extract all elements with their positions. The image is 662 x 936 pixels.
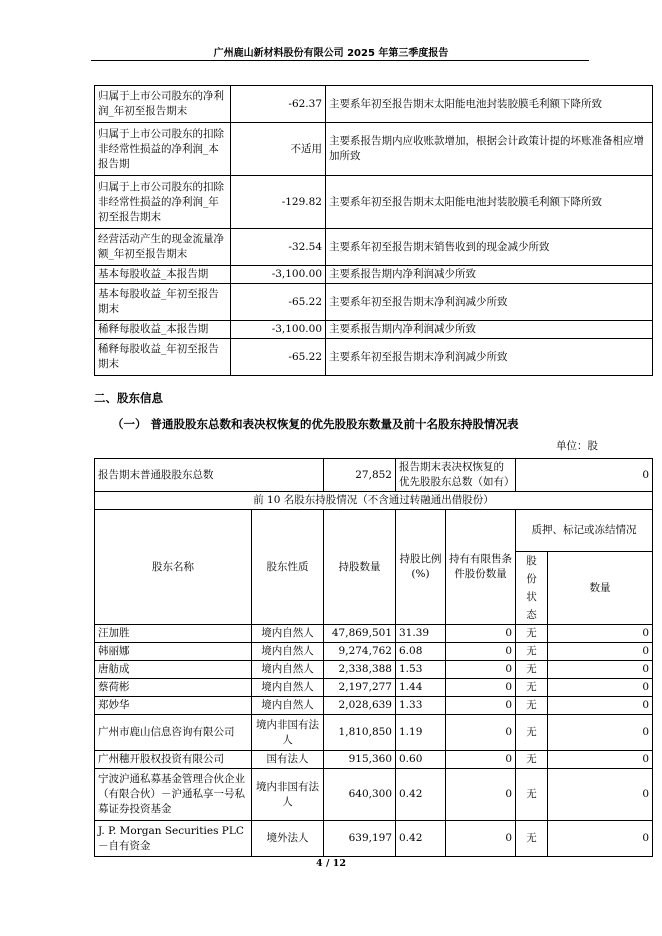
holder-restricted: 0 [446, 715, 516, 751]
reason-row [95, 321, 653, 339]
reason-item: 稀释每股收益_年初至报告期末 [95, 339, 231, 376]
holder-name: 汪加胜 [95, 625, 252, 643]
pref-holders-label: 报告期末表决权恢复的优先股股东总数（如有） [396, 459, 516, 492]
page-number: 4 / 12 [316, 858, 346, 869]
shareholder-row [95, 821, 653, 857]
holder-ratio: 1.44 [396, 679, 446, 697]
holder-name: J. P. Morgan Securities PLC－自有资金 [95, 821, 252, 857]
holder-name: 蔡荷彬 [95, 679, 252, 697]
shareholder-row [95, 661, 653, 679]
shareholder-row [95, 697, 653, 715]
reason-row [95, 339, 653, 376]
reason-value: -129.82 [231, 176, 326, 229]
holder-qty: 0 [548, 751, 653, 769]
holder-nature: 境内自然人 [252, 679, 324, 697]
section-title: 二、股东信息 [94, 391, 163, 405]
holder-name: 韩丽娜 [95, 643, 252, 661]
holder-status: 无 [516, 697, 548, 715]
shareholder-row [95, 625, 653, 643]
holder-qty: 0 [548, 643, 653, 661]
holder-qty: 0 [548, 679, 653, 697]
holder-restricted: 0 [446, 643, 516, 661]
holder-status: 无 [516, 679, 548, 697]
reason-value: -65.22 [231, 284, 326, 321]
reason-value: -3,100.00 [231, 266, 326, 284]
col-nature-header: 股东性质 [252, 510, 324, 625]
holder-status: 无 [516, 769, 548, 821]
column-header-row [95, 510, 653, 552]
col-status-header: 股份状态 [516, 552, 548, 625]
change-reasons-table [94, 85, 653, 376]
holder-shares: 2,028,639 [324, 697, 396, 715]
reason-item: 归属于上市公司股东的净利润_年初至报告期末 [95, 86, 231, 123]
col-qty-header: 数量 [548, 552, 653, 625]
col-pledge-header: 质押、标记或冻结情况 [516, 510, 653, 552]
holder-ratio: 0.60 [396, 751, 446, 769]
holder-name: 宁波沪通私募基金管理合伙企业（有限合伙）－沪通私享一号私募证券投资基金 [95, 769, 252, 821]
holder-ratio: 1.33 [396, 697, 446, 715]
holder-shares: 915,360 [324, 751, 396, 769]
holder-nature: 境外法人 [252, 821, 324, 857]
total-holders-value: 27,852 [324, 459, 396, 492]
reason-text: 主要系报告期内应收账款增加，根据会计政策计提的坏账准备相应增加所致 [326, 123, 653, 176]
reason-item: 归属于上市公司股东的扣除非经常性损益的净利润_本报告期 [95, 123, 231, 176]
holder-shares: 2,197,277 [324, 679, 396, 697]
holder-nature: 境内自然人 [252, 697, 324, 715]
reason-text: 主要系年初至报告期末太阳能电池封装胶膜毛利额下降所致 [326, 176, 653, 229]
holder-status: 无 [516, 715, 548, 751]
holder-restricted: 0 [446, 625, 516, 643]
reason-value: -62.37 [231, 86, 326, 123]
holder-qty: 0 [548, 715, 653, 751]
holder-shares: 640,300 [324, 769, 396, 821]
holder-name: 广州穗开股权投资有限公司 [95, 751, 252, 769]
holder-qty: 0 [548, 697, 653, 715]
holder-nature: 境内非国有法人 [252, 769, 324, 821]
col-ratio-header: 持股比例(%) [396, 510, 446, 625]
reason-row [95, 266, 653, 284]
top10-title: 前 10 名股东持股情况（不含通过转融通出借股份） [95, 492, 653, 510]
reason-item: 基本每股收益_年初至报告期末 [95, 284, 231, 321]
shareholder-row [95, 751, 653, 769]
reason-text: 主要系报告期内净利润减少所致 [326, 321, 653, 339]
shareholder-row [95, 643, 653, 661]
holder-status: 无 [516, 751, 548, 769]
reason-row [95, 229, 653, 266]
holder-shares: 9,274,762 [324, 643, 396, 661]
holder-shares: 2,338,388 [324, 661, 396, 679]
holder-status: 无 [516, 643, 548, 661]
reason-item: 基本每股收益_本报告期 [95, 266, 231, 284]
col-restricted-header: 持有有限售条件股份数量 [446, 510, 516, 625]
col-name-header: 股东名称 [95, 510, 252, 625]
reason-text: 主要系报告期内净利润减少所致 [326, 266, 653, 284]
reason-item: 归属于上市公司股东的扣除非经常性损益的净利润_年初至报告期末 [95, 176, 231, 229]
holder-ratio: 0.42 [396, 769, 446, 821]
holder-nature: 境内自然人 [252, 661, 324, 679]
holder-restricted: 0 [446, 679, 516, 697]
shareholder-row [95, 715, 653, 751]
holder-status: 无 [516, 625, 548, 643]
holder-qty: 0 [548, 821, 653, 857]
holder-restricted: 0 [446, 697, 516, 715]
holder-restricted: 0 [446, 821, 516, 857]
reason-text: 主要系年初至报告期末净利润减少所致 [326, 284, 653, 321]
holder-shares: 47,869,501 [324, 625, 396, 643]
holder-nature: 境内非国有法人 [252, 715, 324, 751]
total-holders-row [95, 459, 653, 492]
page-header-title: 广州鹿山新材料股份有限公司 2025 年第三季度报告 [213, 48, 449, 59]
holder-nature: 境内自然人 [252, 625, 324, 643]
reason-row [95, 123, 653, 176]
holder-qty: 0 [548, 769, 653, 821]
holder-nature: 境内自然人 [252, 643, 324, 661]
shareholders-table [94, 458, 653, 857]
unit-label: 单位：股 [556, 440, 598, 452]
total-holders-label: 报告期末普通股股东总数 [95, 459, 324, 492]
section-subtitle: （一） 普通股股东总数和表决权恢复的优先股股东数量及前十名股东持股情况表 [112, 417, 519, 431]
reason-item: 经营活动产生的现金流量净额_年初至报告期末 [95, 229, 231, 266]
reason-text: 主要系年初至报告期末净利润减少所致 [326, 339, 653, 376]
holder-restricted: 0 [446, 769, 516, 821]
holder-status: 无 [516, 661, 548, 679]
reason-text: 主要系年初至报告期末销售收到的现金减少所致 [326, 229, 653, 266]
holder-ratio: 6.08 [396, 643, 446, 661]
reason-item: 稀释每股收益_本报告期 [95, 321, 231, 339]
holder-ratio: 1.19 [396, 715, 446, 751]
reason-value: 不适用 [231, 123, 326, 176]
reason-value: -32.54 [231, 229, 326, 266]
reason-value: -3,100.00 [231, 321, 326, 339]
col-shares-header: 持股数量 [324, 510, 396, 625]
holder-nature: 国有法人 [252, 751, 324, 769]
header-divider [91, 60, 589, 61]
holder-name: 广州市鹿山信息咨询有限公司 [95, 715, 252, 751]
holder-shares: 639,197 [324, 821, 396, 857]
holder-qty: 0 [548, 661, 653, 679]
pref-holders-value: 0 [516, 459, 653, 492]
holder-status: 无 [516, 821, 548, 857]
reason-row [95, 176, 653, 229]
holder-name: 唐舫成 [95, 661, 252, 679]
reason-row [95, 284, 653, 321]
reason-text: 主要系年初至报告期末太阳能电池封装胶膜毛利额下降所致 [326, 86, 653, 123]
shareholder-row [95, 769, 653, 821]
reason-row [95, 86, 653, 123]
holder-ratio: 31.39 [396, 625, 446, 643]
holder-qty: 0 [548, 625, 653, 643]
holder-name: 郑妙华 [95, 697, 252, 715]
reason-value: -65.22 [231, 339, 326, 376]
holder-restricted: 0 [446, 751, 516, 769]
holder-ratio: 1.53 [396, 661, 446, 679]
shareholder-row [95, 679, 653, 697]
top10-title-row [95, 492, 653, 510]
holder-ratio: 0.42 [396, 821, 446, 857]
holder-shares: 1,810,850 [324, 715, 396, 751]
holder-restricted: 0 [446, 661, 516, 679]
